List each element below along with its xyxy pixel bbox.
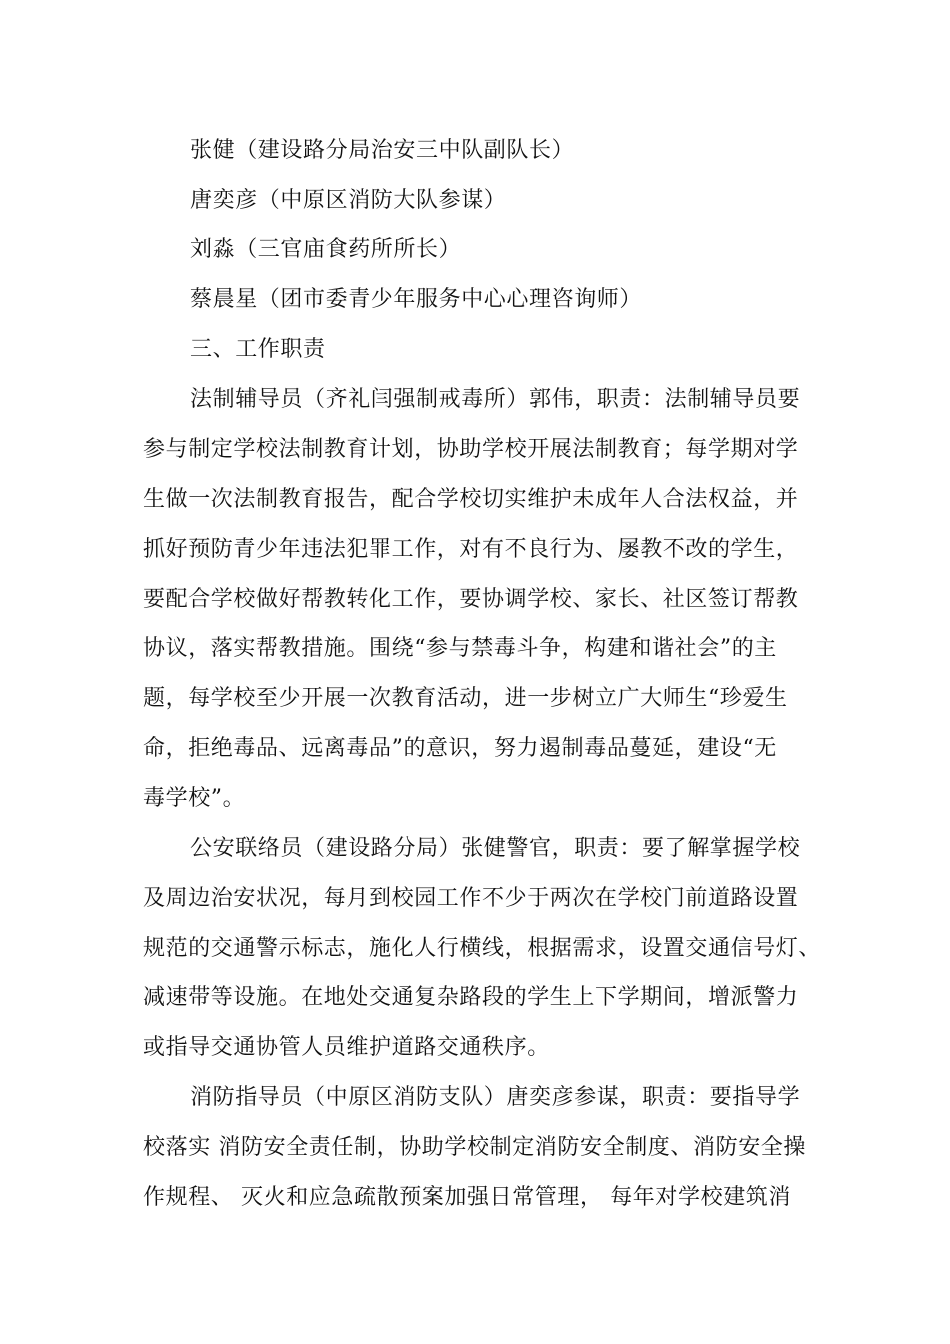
paragraph-legal-advisor-line-5: 要配合学校做好帮教转化工作，要协调学校、家长、社区签订帮教: [143, 587, 799, 612]
paragraph-fire-advisor-line-3: 作规程、 灭火和应急疏散预案加强日常管理， 每年对学校建筑消: [143, 1185, 791, 1210]
member-line-cai-chenxing: 蔡晨星（团市委青少年服务中心心理咨询师）: [190, 287, 643, 312]
paragraph-police-liaison-line-5: 或指导交通协管人员维护道路交通秩序。: [143, 1035, 550, 1060]
paragraph-legal-advisor-line-9: 毒学校”。: [143, 786, 246, 811]
paragraph-police-liaison-line-4: 减速带等设施。在地处交通复杂路段的学生上下学期间，增派警力: [143, 985, 799, 1010]
paragraph-police-liaison-line-1: 公安联络员（建设路分局）张健警官，职责：要了解掌握学校: [190, 836, 801, 861]
paragraph-police-liaison-line-2: 及周边治安状况，每月到校园工作不少于两次在学校门前道路设置: [143, 886, 799, 911]
paragraph-legal-advisor-line-4: 抓好预防青少年违法犯罪工作，对有不良行为、屡教不改的学生，: [143, 537, 799, 562]
paragraph-fire-advisor-line-2: 校落实 消防安全责任制，协助学校制定消防安全制度、消防安全操: [143, 1135, 806, 1160]
member-line-tang-yiyan: 唐奕彦（中原区消防大队参谋）: [190, 188, 507, 213]
paragraph-legal-advisor-line-1: 法制辅导员（齐礼闫强制戒毒所）郭伟，职责：法制辅导员要: [190, 387, 801, 412]
member-line-zhang-jian: 张健（建设路分局治安三中队副队长）: [190, 138, 575, 163]
section-heading-duties: 三、工作职责: [190, 337, 326, 362]
paragraph-legal-advisor-line-3: 生做一次法制教育报告，配合学校切实维护未成年人合法权益，并: [143, 487, 799, 512]
paragraph-legal-advisor-line-2: 参与制定学校法制教育计划，协助学校开展法制教育；每学期对学: [143, 437, 799, 462]
paragraph-legal-advisor-line-6: 协议，落实帮教措施。围绕“参与禁毒斗争，构建和谐社会”的主: [143, 636, 777, 661]
member-line-liu-miao: 刘淼（三官庙食药所所长）: [190, 237, 462, 262]
paragraph-legal-advisor-line-7: 题，每学校至少开展一次教育活动，进一步树立广大师生“珍爱生: [143, 686, 788, 711]
paragraph-fire-advisor-line-1: 消防指导员（中原区消防支队）唐奕彦参谋，职责：要指导学: [190, 1085, 801, 1110]
paragraph-legal-advisor-line-8: 命，拒绝毒品、远离毒品”的意识，努力遏制毒品蔓延，建设“无: [143, 736, 777, 761]
paragraph-police-liaison-line-3: 规范的交通警示标志，施化人行横线，根据需求，设置交通信号灯、: [143, 936, 822, 961]
